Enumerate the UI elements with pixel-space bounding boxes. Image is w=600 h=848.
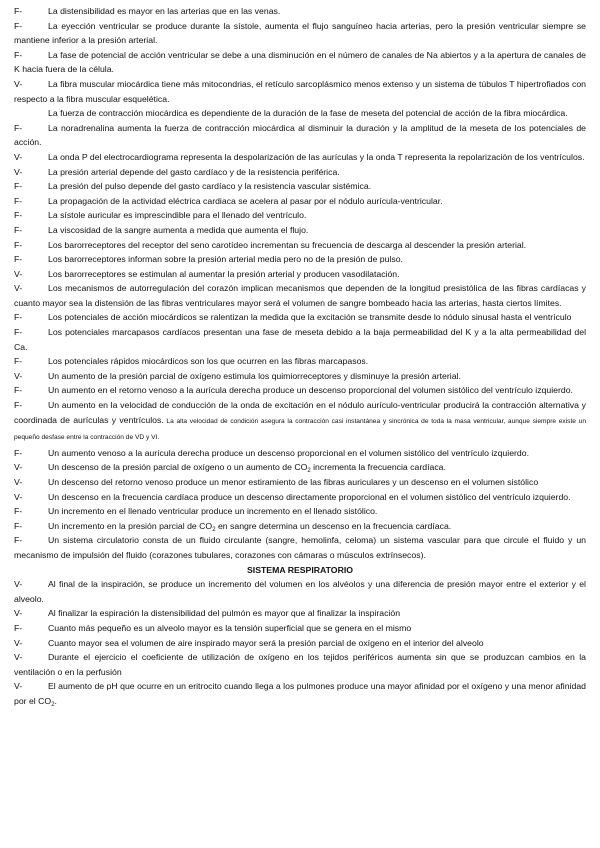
statement-item <box>14 281 586 310</box>
verdict-mark: V- <box>14 477 23 487</box>
verdict-mark: V- <box>14 608 23 619</box>
statement-text: Un descenso del retorno venoso produce un menor estiramiento de las fibras auriculares y un descenso en el volumen sistólico <box>48 477 539 487</box>
statement-text: Al finalizar la espiración la distensibilidad del pulmón es mayor que al finalizar la inspiración <box>48 608 401 619</box>
subscript: 2 <box>51 701 55 708</box>
statement-text: Los barorreceptores del receptor del seno carotídeo incrementan su frecuencia de descarga al descender la presión arterial. <box>48 239 527 250</box>
statement-item <box>14 383 586 398</box>
verdict-mark: F- <box>14 6 23 16</box>
statement-text: Al final de la inspiración, se produce un incremento del volumen en los alvéolos y una diferencia de presión mayor entre el exterior y el alveolo. <box>14 579 586 604</box>
statement-text: La fase de potencial de acción ventricular se debe a una disminución en el número de canales de Na abiertos y a la apertura de canales de K hacia fuera de la célula. <box>14 49 586 75</box>
statement-text-continued: . <box>54 695 57 706</box>
statement-text: La presión del pulso depende del gasto cardíaco y la resistencia vascular sistémica. <box>48 181 372 192</box>
statement-text: Un incremento en el llenado ventricular produce un incremento en el llenado sistólico. <box>48 506 378 517</box>
respiratory-statement-list <box>14 577 586 708</box>
statement-text: Un descenso de la presión parcial de oxígeno o un aumento de CO <box>48 462 308 473</box>
statement-text: La distensibilidad es mayor en las arterias que en las venas. <box>48 6 281 16</box>
statement-item <box>14 77 586 106</box>
statement-item <box>14 446 586 461</box>
verdict-mark: F- <box>14 195 23 206</box>
statement-item <box>14 577 586 606</box>
statement-text: Los barorreceptores informan sobre la presión arterial media pero no de la presión de pulso. <box>48 254 403 265</box>
verdict-mark: F- <box>14 181 23 192</box>
statement-item <box>14 650 586 679</box>
statement-text: La sístole auricular es imprescindible para el llenado del ventrículo. <box>48 210 307 221</box>
verdict-mark: V- <box>14 652 23 663</box>
statement-text: La propagación de la actividad eléctrica cardiaca se acelera al pasar por el nódulo aurícula-ventricular. <box>48 195 443 206</box>
verdict-mark: V- <box>14 462 23 473</box>
statement-item <box>14 194 586 209</box>
verdict-mark: F- <box>14 506 23 517</box>
statement-text: Un aumento en el retorno venoso a la aurícula derecha produce un descenso proporcional del volumen sistólico del ventrículo izquierdo. <box>48 385 573 396</box>
statement-text: La viscosidad de la sangre aumenta a medida que aumenta el flujo. <box>48 224 309 235</box>
statement-item <box>14 325 586 354</box>
cardiovascular-statement-list <box>14 4 586 563</box>
verdict-mark: F- <box>14 400 23 411</box>
statement-item <box>14 165 586 180</box>
verdict-mark: V- <box>14 268 23 279</box>
verdict-mark: F- <box>14 356 23 367</box>
statement-text: Los potenciales de acción miocárdicos se ralentizan la medida que la excitación se transmite desde lo nódulo sinusal hasta el ventrículo <box>48 312 572 323</box>
statement-item <box>14 208 586 223</box>
verdict-mark: V- <box>14 681 23 692</box>
statement-text: La noradrenalina aumenta la fuerza de contracción miocárdica al disminuir la duración y la amplitud de la meseta de los potenciales de acción. <box>14 122 586 148</box>
statement-item <box>14 460 586 475</box>
verdict-mark: F- <box>14 447 23 458</box>
statement-text: La fibra muscular miocárdica tiene más mitocondrias, el retículo sarcoplásmico menos extenso y un sistema de túbulos T hipertrofiados con respecto a la fibra muscular esquelética. <box>14 78 586 104</box>
statement-item <box>14 310 586 325</box>
statement-text: Los potenciales rápidos miocárdicos son los que ocurren en las fibras marcapasos. <box>48 356 369 367</box>
subscript: 2 <box>212 526 216 533</box>
verdict-mark: F- <box>14 622 23 633</box>
verdict-mark: F- <box>14 254 23 265</box>
statement-item <box>14 398 586 446</box>
statement-item <box>14 621 586 636</box>
statement-item <box>14 504 586 519</box>
statement-item <box>14 252 586 267</box>
statement-text: Un sistema circulatorio consta de un fluido circulante (sangre, hemolinfa, celoma) un sistema vascular para que circule el fluido y un mecanismo de impulsión del fluido (corazones tubulares, corazones con cámaras o músculos extrínsecos). <box>14 535 586 560</box>
statement-item <box>14 121 586 150</box>
statement-item <box>14 475 586 490</box>
statement-item <box>14 150 586 165</box>
verdict-mark: V- <box>14 491 23 502</box>
verdict-mark: F- <box>14 49 23 60</box>
statement-text: Los mecanismos de autorregulación del corazón implican mecanismos que dependen de la longitud presistólica de las fibras cardíacas y cuanto mayor sea la distensión de las fibras ventriculares mayor será el volumen de sangre bombeado hacia las arterias, hasta ciertos límites. <box>14 283 586 308</box>
verdict-mark: F- <box>14 122 23 133</box>
statement-item <box>14 106 586 121</box>
subscript: 2 <box>307 468 311 475</box>
statement-text: La presión arterial depende del gasto cardíaco y de la resistencia periférica. <box>48 166 340 177</box>
statement-item <box>14 4 586 19</box>
statement-text: La fuerza de contracción miocárdica es dependiente de la duración de la fase de meseta del potencial de acción de la fibra miocárdica. <box>48 108 568 119</box>
statement-text: Un aumento venoso a la aurícula derecha produce un descenso proporcional en el volumen sistólico del ventrículo izquierdo. <box>48 447 529 458</box>
statement-text-continued: incrementa la frecuencia cardíaca. <box>310 462 446 473</box>
statement-item <box>14 179 586 194</box>
statement-text: Un incremento en la presión parcial de CO <box>48 520 213 531</box>
statement-item <box>14 490 586 505</box>
verdict-mark: F- <box>14 20 23 31</box>
verdict-mark: V- <box>14 637 23 648</box>
statement-item <box>14 48 586 77</box>
statement-text: Los potenciales marcapasos cardíacos presentan una fase de meseta debido a la baja permeabilidad del K y a la alta permeabilidad del Ca. <box>14 327 586 352</box>
verdict-mark: F- <box>14 327 23 338</box>
statement-item <box>14 679 586 708</box>
verdict-mark: F- <box>14 535 23 546</box>
statement-text: Cuanto mayor sea el volumen de aire inspirado mayor será la presión parcial de oxígeno en el interior del alveolo <box>48 637 484 648</box>
verdict-mark: V- <box>14 151 23 162</box>
statement-note: La alta velocidad de condición asegura la contracción casi instantánea y sincrónica de toda la masa ventricular, aunque siempre existe un pequeño desfase entre la contracción de VD y VI. <box>14 417 586 442</box>
statement-item <box>14 267 586 282</box>
statement-text: Los barorreceptores se estimulan al aumentar la presión arterial y producen vasodilatación. <box>48 268 400 279</box>
statement-text-continued: en sangre determina un descenso en la frecuencia cardíaca. <box>215 520 452 531</box>
statement-item <box>14 519 586 534</box>
statement-text: La onda P del electrocardiograma representa la despolarización de las aurículas y la onda T representa la repolarización de los ventrículos. <box>48 151 585 162</box>
statement-text: Durante el ejercicio el coeficiente de utilización de oxígeno en los tejidos periféricos aumenta sin que se produzcan cambios en la ventilación o en la perfusión <box>14 652 586 677</box>
statement-item <box>14 19 586 48</box>
statement-text: La eyección ventricular se produce durante la sístole, aumenta el flujo sanguíneo hacia arterias, pero la presión ventricular siempre se mantiene inferior a la presión arterial. <box>14 20 586 46</box>
statement-item <box>14 369 586 384</box>
verdict-mark: V- <box>14 166 23 177</box>
statement-item <box>14 223 586 238</box>
verdict-mark: V- <box>14 78 23 89</box>
verdict-mark: F- <box>14 312 23 323</box>
statement-item <box>14 354 586 369</box>
verdict-mark: F- <box>14 210 23 221</box>
verdict-mark: F- <box>14 224 23 235</box>
verdict-mark: V- <box>14 370 23 381</box>
statement-text: Un aumento en la velocidad de conducción de la onda de excitación en el nódulo aurículo-ventricular producirá la contracción alternativa y coordinada de aurículas y ventrículos. <box>14 400 586 425</box>
verdict-mark: F- <box>14 385 23 396</box>
verdict-mark: F- <box>14 239 23 250</box>
verdict-mark: V- <box>14 283 23 294</box>
statement-item <box>14 238 586 253</box>
statement-item <box>14 533 586 562</box>
verdict-mark: F- <box>14 520 23 531</box>
verdict-mark: V- <box>14 579 23 590</box>
statement-text: Cuanto más pequeño es un alveolo mayor es la tensión superficial que se genera en el mismo <box>48 622 412 633</box>
statement-item <box>14 606 586 621</box>
statement-item <box>14 636 586 651</box>
section-heading: SISTEMA RESPIRATORIO <box>246 564 354 575</box>
statement-text: El aumento de pH que ocurre en un eritrocito cuando llega a los pulmones produce una mayor afinidad por el oxígeno y una menor afinidad por el CO <box>14 681 586 706</box>
statement-text: Un descenso en la frecuencia cardíaca produce un descenso directamente proporcional en el volumen sistólico del ventrículo izquierdo. <box>48 491 571 502</box>
statement-text: Un aumento de la presión parcial de oxígeno estimula los quimiorreceptores y disminuye la presión arterial. <box>48 370 461 381</box>
